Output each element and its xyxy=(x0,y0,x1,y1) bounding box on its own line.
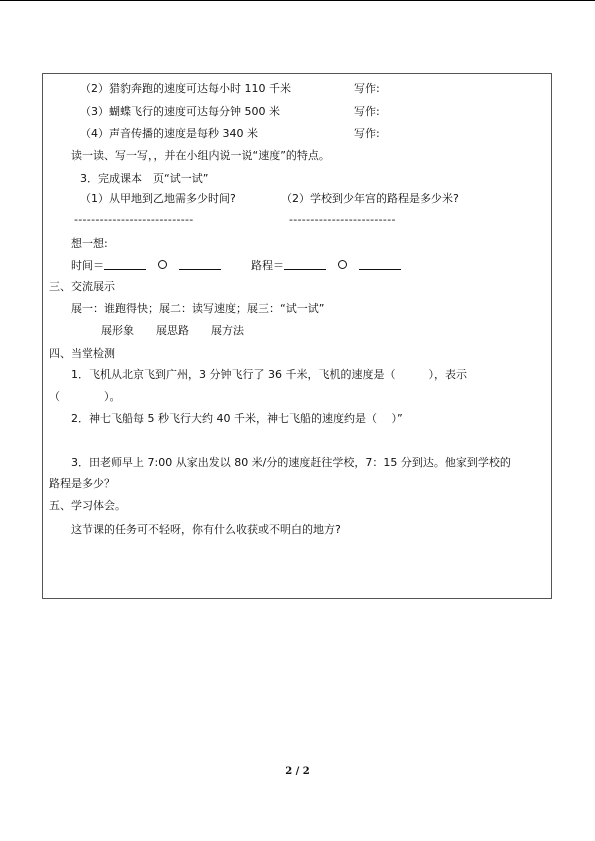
content-box xyxy=(42,73,552,599)
item-4: （4）声音传播的速度是每秒 340 米 xyxy=(80,127,258,140)
section-3-line-2: 展形象 展思路 展方法 xyxy=(101,324,244,337)
task3-title: 3．完成课本 页“试一试” xyxy=(80,172,209,185)
task3-question-2: （2）学校到少年宫的路程是多少米? xyxy=(281,192,459,205)
section-3-title: 三、交流展示 xyxy=(49,280,115,293)
section-5-title: 五、学习体会。 xyxy=(49,499,126,512)
time-blank-1 xyxy=(104,259,146,270)
write-label-2: 写作: xyxy=(354,82,380,95)
item-2: （2）猎豹奔跑的速度可达每小时 110 千米 xyxy=(80,82,291,95)
distance-blank-2 xyxy=(359,259,401,270)
page-number: 2 / 2 xyxy=(285,766,310,777)
check-question-2: 2．神七飞船每 5 秒飞行大约 40 千米，神七飞船的速度约是（ ）” xyxy=(71,412,403,425)
write-label-4: 写作: xyxy=(354,127,380,140)
operator-circle-icon xyxy=(338,260,347,269)
time-label: 时间＝ xyxy=(71,259,104,272)
section-5-line-1: 这节课的任务可不轻呀，你有什么收获或不明白的地方? xyxy=(71,523,341,536)
distance-blank-1 xyxy=(284,259,326,270)
write-label-3: 写作: xyxy=(354,105,380,118)
answer-dash-line-2: ------------------------- xyxy=(289,213,396,226)
time-blank-2 xyxy=(179,259,221,270)
answer-dash-line-1: ---------------------------- xyxy=(74,213,194,226)
read-write-instruction: 读一读、写一写，，并在小组内说一说“速度”的特点。 xyxy=(71,149,330,162)
task3-question-1: （1）从甲地到乙地需多少时间? xyxy=(80,192,236,205)
operator-circle-icon xyxy=(158,260,167,269)
check-question-1b: （ ）。 xyxy=(49,390,121,403)
time-formula xyxy=(71,259,221,273)
check-question-3a: 3．田老师早上 7:00 从家出发以 80 米/分的速度赶往学校，7：15 分到达。他家到学校的 xyxy=(71,456,511,469)
distance-label: 路程＝ xyxy=(251,259,284,272)
check-question-3b: 路程是多少？ xyxy=(49,477,115,490)
distance-formula xyxy=(251,259,401,273)
check-question-1a: 1．飞机从北京飞到广州，3 分钟飞行了 36 千米，飞机的速度是（ ），表示 xyxy=(71,368,467,381)
top-rule xyxy=(0,0,595,1)
think-label: 想一想: xyxy=(71,237,108,250)
section-4-title: 四、当堂检测 xyxy=(49,347,115,360)
section-3-line-1: 展一：谁跑得快；展二：读写速度；展三：“试一试” xyxy=(71,302,325,315)
item-3: （3）蝴蝶飞行的速度可达每分钟 500 米 xyxy=(80,105,280,118)
